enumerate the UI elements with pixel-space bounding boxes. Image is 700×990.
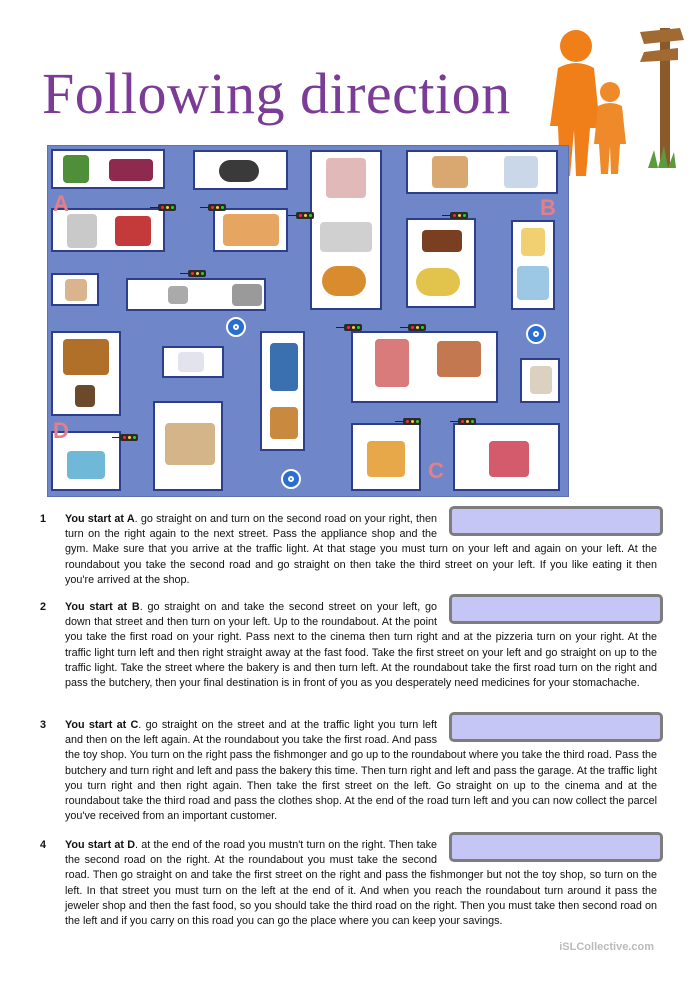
question-text: . go straight on and take the second street on your left, go down that street and then turn on your left. Up to the roundabout. At the point you take the first road on your right. Pass next to the cinema then turn right and at the pizzeria turn on your right. At the traffic light turn left and then right straight away at the fast food. Take the first street on your left and go straight on up to the traffic light. Take the street where the bakery is and then turn left. At the roundabout take the first road turn on the right and pass the butchery, then your final destination is in front of you as you desperately need medicines for your stomachache. <box>65 601 657 690</box>
shop-picture <box>530 366 552 394</box>
shop-picture <box>270 343 298 391</box>
shop-picture <box>270 407 298 439</box>
question-lead: You start at C <box>65 719 139 731</box>
shop-picture <box>109 159 153 181</box>
shop-picture <box>517 266 549 300</box>
map-block-tailor <box>153 401 223 491</box>
map-block-jeweler <box>406 218 476 308</box>
map-block-butchery-pizzeria <box>351 331 498 403</box>
map-block-pet-shop <box>51 331 121 416</box>
shop-picture <box>115 216 151 246</box>
shop-picture <box>416 268 460 296</box>
shop-picture <box>67 451 105 479</box>
shop-picture <box>521 228 545 256</box>
question-lead: You start at A <box>65 513 135 525</box>
roundabout-icon <box>526 324 546 344</box>
map-block-cinema <box>193 150 288 190</box>
traffic-light-icon <box>408 324 426 331</box>
shop-picture <box>63 339 109 375</box>
map-block-bakery-fastfood <box>310 150 382 310</box>
map-block-vet <box>406 150 558 194</box>
question-lead: You start at B <box>65 601 140 613</box>
shop-picture <box>422 230 462 252</box>
question-number: 2 <box>40 601 47 613</box>
start-point-c: C <box>428 458 444 483</box>
shop-picture <box>489 441 529 477</box>
map-block-pharmacy <box>162 346 224 378</box>
shop-picture <box>375 339 409 387</box>
question-3 <box>40 718 657 824</box>
map-block-gym-garage <box>126 278 266 311</box>
shop-picture <box>504 156 538 188</box>
map-block-shoe-shop <box>51 149 165 189</box>
shop-picture <box>432 156 468 188</box>
map-block-cook <box>51 273 99 306</box>
shop-picture <box>326 158 366 198</box>
question-1 <box>40 512 657 588</box>
traffic-light-icon <box>403 418 421 425</box>
town-map <box>47 145 569 497</box>
shop-picture <box>322 266 366 296</box>
answer-box[interactable] <box>449 594 663 624</box>
shop-picture <box>165 423 215 465</box>
map-block-doctor <box>520 358 560 403</box>
shop-picture <box>437 341 481 377</box>
question-number: 4 <box>40 839 47 851</box>
people-signpost-illustration <box>548 18 688 178</box>
answer-box[interactable] <box>449 832 663 862</box>
map-block-office <box>213 208 288 252</box>
answer-box[interactable] <box>449 506 663 536</box>
shop-picture <box>67 214 97 248</box>
shop-picture <box>75 385 95 407</box>
question-2 <box>40 600 657 691</box>
traffic-light-icon <box>450 212 468 219</box>
shop-picture <box>320 222 372 252</box>
shop-picture <box>168 286 188 304</box>
traffic-light-icon <box>208 204 226 211</box>
start-point-a: A <box>53 191 69 216</box>
question-number: 1 <box>40 513 47 525</box>
map-block-fishmonger-toyshop <box>260 331 305 451</box>
traffic-light-icon <box>158 204 176 211</box>
map-block-clothes-shop <box>511 220 555 310</box>
shop-picture <box>232 284 262 306</box>
start-point-d: D <box>53 418 69 443</box>
start-point-b: B <box>540 195 556 220</box>
watermark: iSLCollective.com <box>559 941 654 953</box>
shop-picture <box>367 441 405 477</box>
answer-box[interactable] <box>449 712 663 742</box>
page-title: Following direction <box>42 61 511 126</box>
question-lead: You start at D <box>65 839 136 851</box>
shop-picture <box>178 352 204 372</box>
traffic-light-icon <box>188 270 206 277</box>
question-4 <box>40 838 657 929</box>
traffic-light-icon <box>120 434 138 441</box>
shop-picture <box>65 279 87 301</box>
question-text: . at the end of the road you mustn't turn on the right. Then take the second road on the right. At the roundabout you must take the second road. Then go straight on and take the first street on the right and pass the fishmonger but not the toy shop, so turn on the left. In that street you must turn on the left at the end of it. And when you reach the roundabout turn around it pass the jeweler shop and then the fast food, so you should take the third road on the right. Then you must take then second road on the left and if you carry on this road you can go the place where you can keep your savings. <box>65 839 657 928</box>
roundabout-icon <box>281 469 301 489</box>
question-number: 3 <box>40 719 47 731</box>
traffic-light-icon <box>458 418 476 425</box>
shop-picture <box>63 155 89 183</box>
shop-picture <box>219 160 259 182</box>
question-text: . go straight on the street and at the traffic light you turn left and then on the left again. At the roundabout you take the first road. And pass the toy shop. You turn on the right pass the fishmonger and go up to the roundabout where you take the third road. Pass the butchery and turn right and left and pass the bakery this time. Then turn right and left and pass the garage. At the traffic light you turn right and then right again. Then take the first street on the left. Go straight on up to the cinema and at the roundabout take the third road and pass the clothes shop. At the end of the road turn left and you can now collect the parcel you've received from an important customer. <box>65 719 657 823</box>
map-block-post-office <box>351 423 421 491</box>
map-block-supermarket <box>453 423 560 491</box>
roundabout-icon <box>226 317 246 337</box>
traffic-light-icon <box>296 212 314 219</box>
question-text: . go straight on and turn on the second road on your right, then turn on the right again to the next street. Pass the appliance shop and the gym. Make sure that you arrive at the traffic light. At that stage you must turn on your left and again on your left. At the roundabout you take the second road and go straight on then take the third street on your left. If you like eating it then you're arrived at the shop. <box>65 513 657 586</box>
shop-picture <box>223 214 279 246</box>
traffic-light-icon <box>344 324 362 331</box>
